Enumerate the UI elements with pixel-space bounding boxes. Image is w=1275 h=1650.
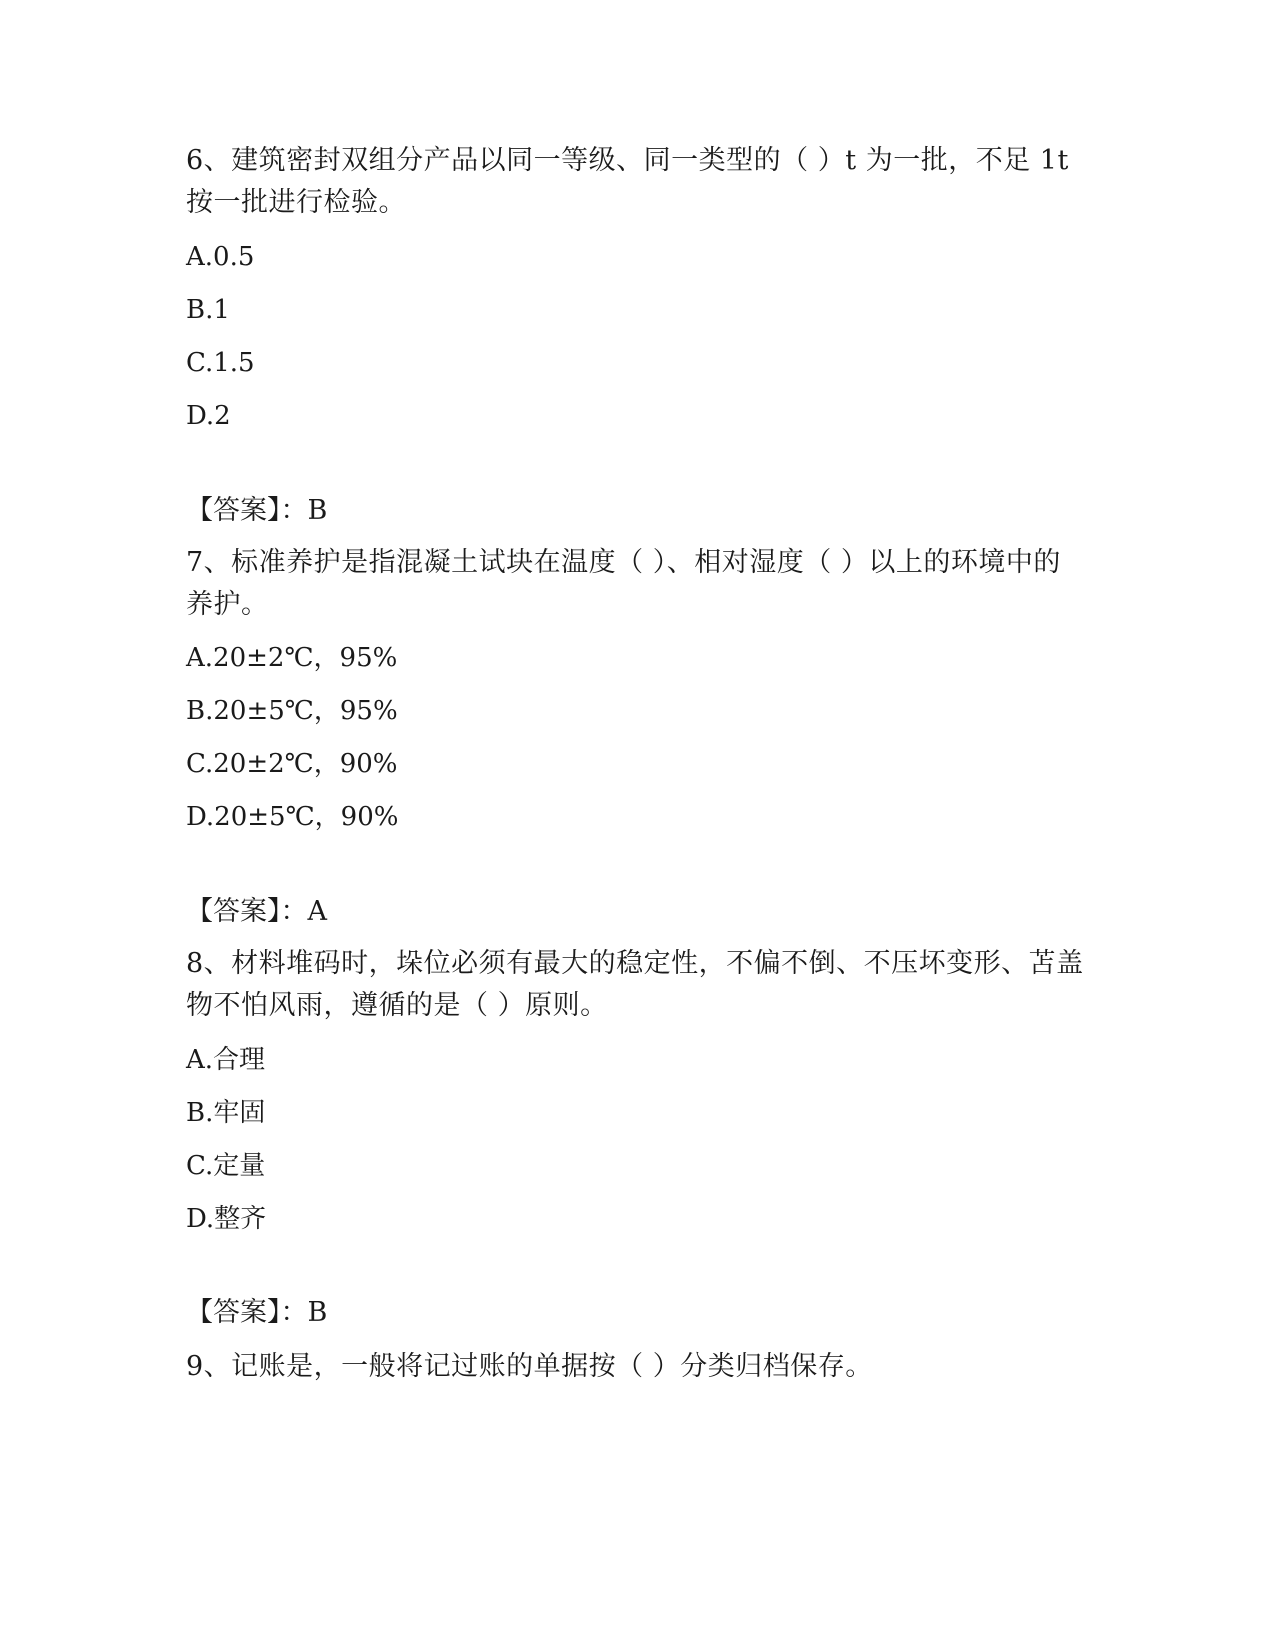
question-7-answer: 【答案】：A (186, 896, 327, 927)
question-7-option-d: D.20±5℃，90% (186, 802, 399, 832)
question-7-text: 7、标准养护是指混凝土试块在温度（ ）、相对湿度（ ）以上的环境中的养护。 (186, 547, 1061, 620)
question-6-text: 6、建筑密封双组分产品以同一等级、同一类型的（ ）t 为一批，不足 1t 按一批进行检验。 (186, 145, 1069, 218)
question-9 (186, 1346, 1086, 1388)
question-7-option-b: B.20±5℃，95% (186, 696, 398, 726)
question-6-answer: 【答案】：B (186, 495, 328, 526)
question-8-option-b: B.牢固 (186, 1098, 266, 1128)
question-6-option-d: D.2 (186, 401, 231, 431)
question-8 (186, 943, 1086, 1027)
question-6-option-b: B.1 (186, 295, 230, 325)
question-7 (186, 542, 1086, 626)
question-8-option-d: D.整齐 (186, 1204, 267, 1234)
question-8-option-c: C.定量 (186, 1151, 266, 1181)
question-8-text: 8、材料堆码时，垛位必须有最大的稳定性，不偏不倒、不压坏变形、苫盖物不怕风雨，遵循的是（ ）原则。 (186, 948, 1084, 1021)
question-7-option-a: A.20±2℃，95% (186, 643, 398, 673)
question-8-option-a: A.合理 (186, 1045, 266, 1075)
question-6 (186, 140, 1086, 224)
question-6-option-c: C.1.5 (186, 348, 255, 378)
question-6-option-a: A.0.5 (186, 242, 255, 272)
question-8-answer: 【答案】：B (186, 1297, 328, 1328)
question-7-option-c: C.20±2℃，90% (186, 749, 398, 779)
question-9-text: 9、记账是，一般将记过账的单据按（ ）分类归档保存。 (186, 1351, 873, 1382)
